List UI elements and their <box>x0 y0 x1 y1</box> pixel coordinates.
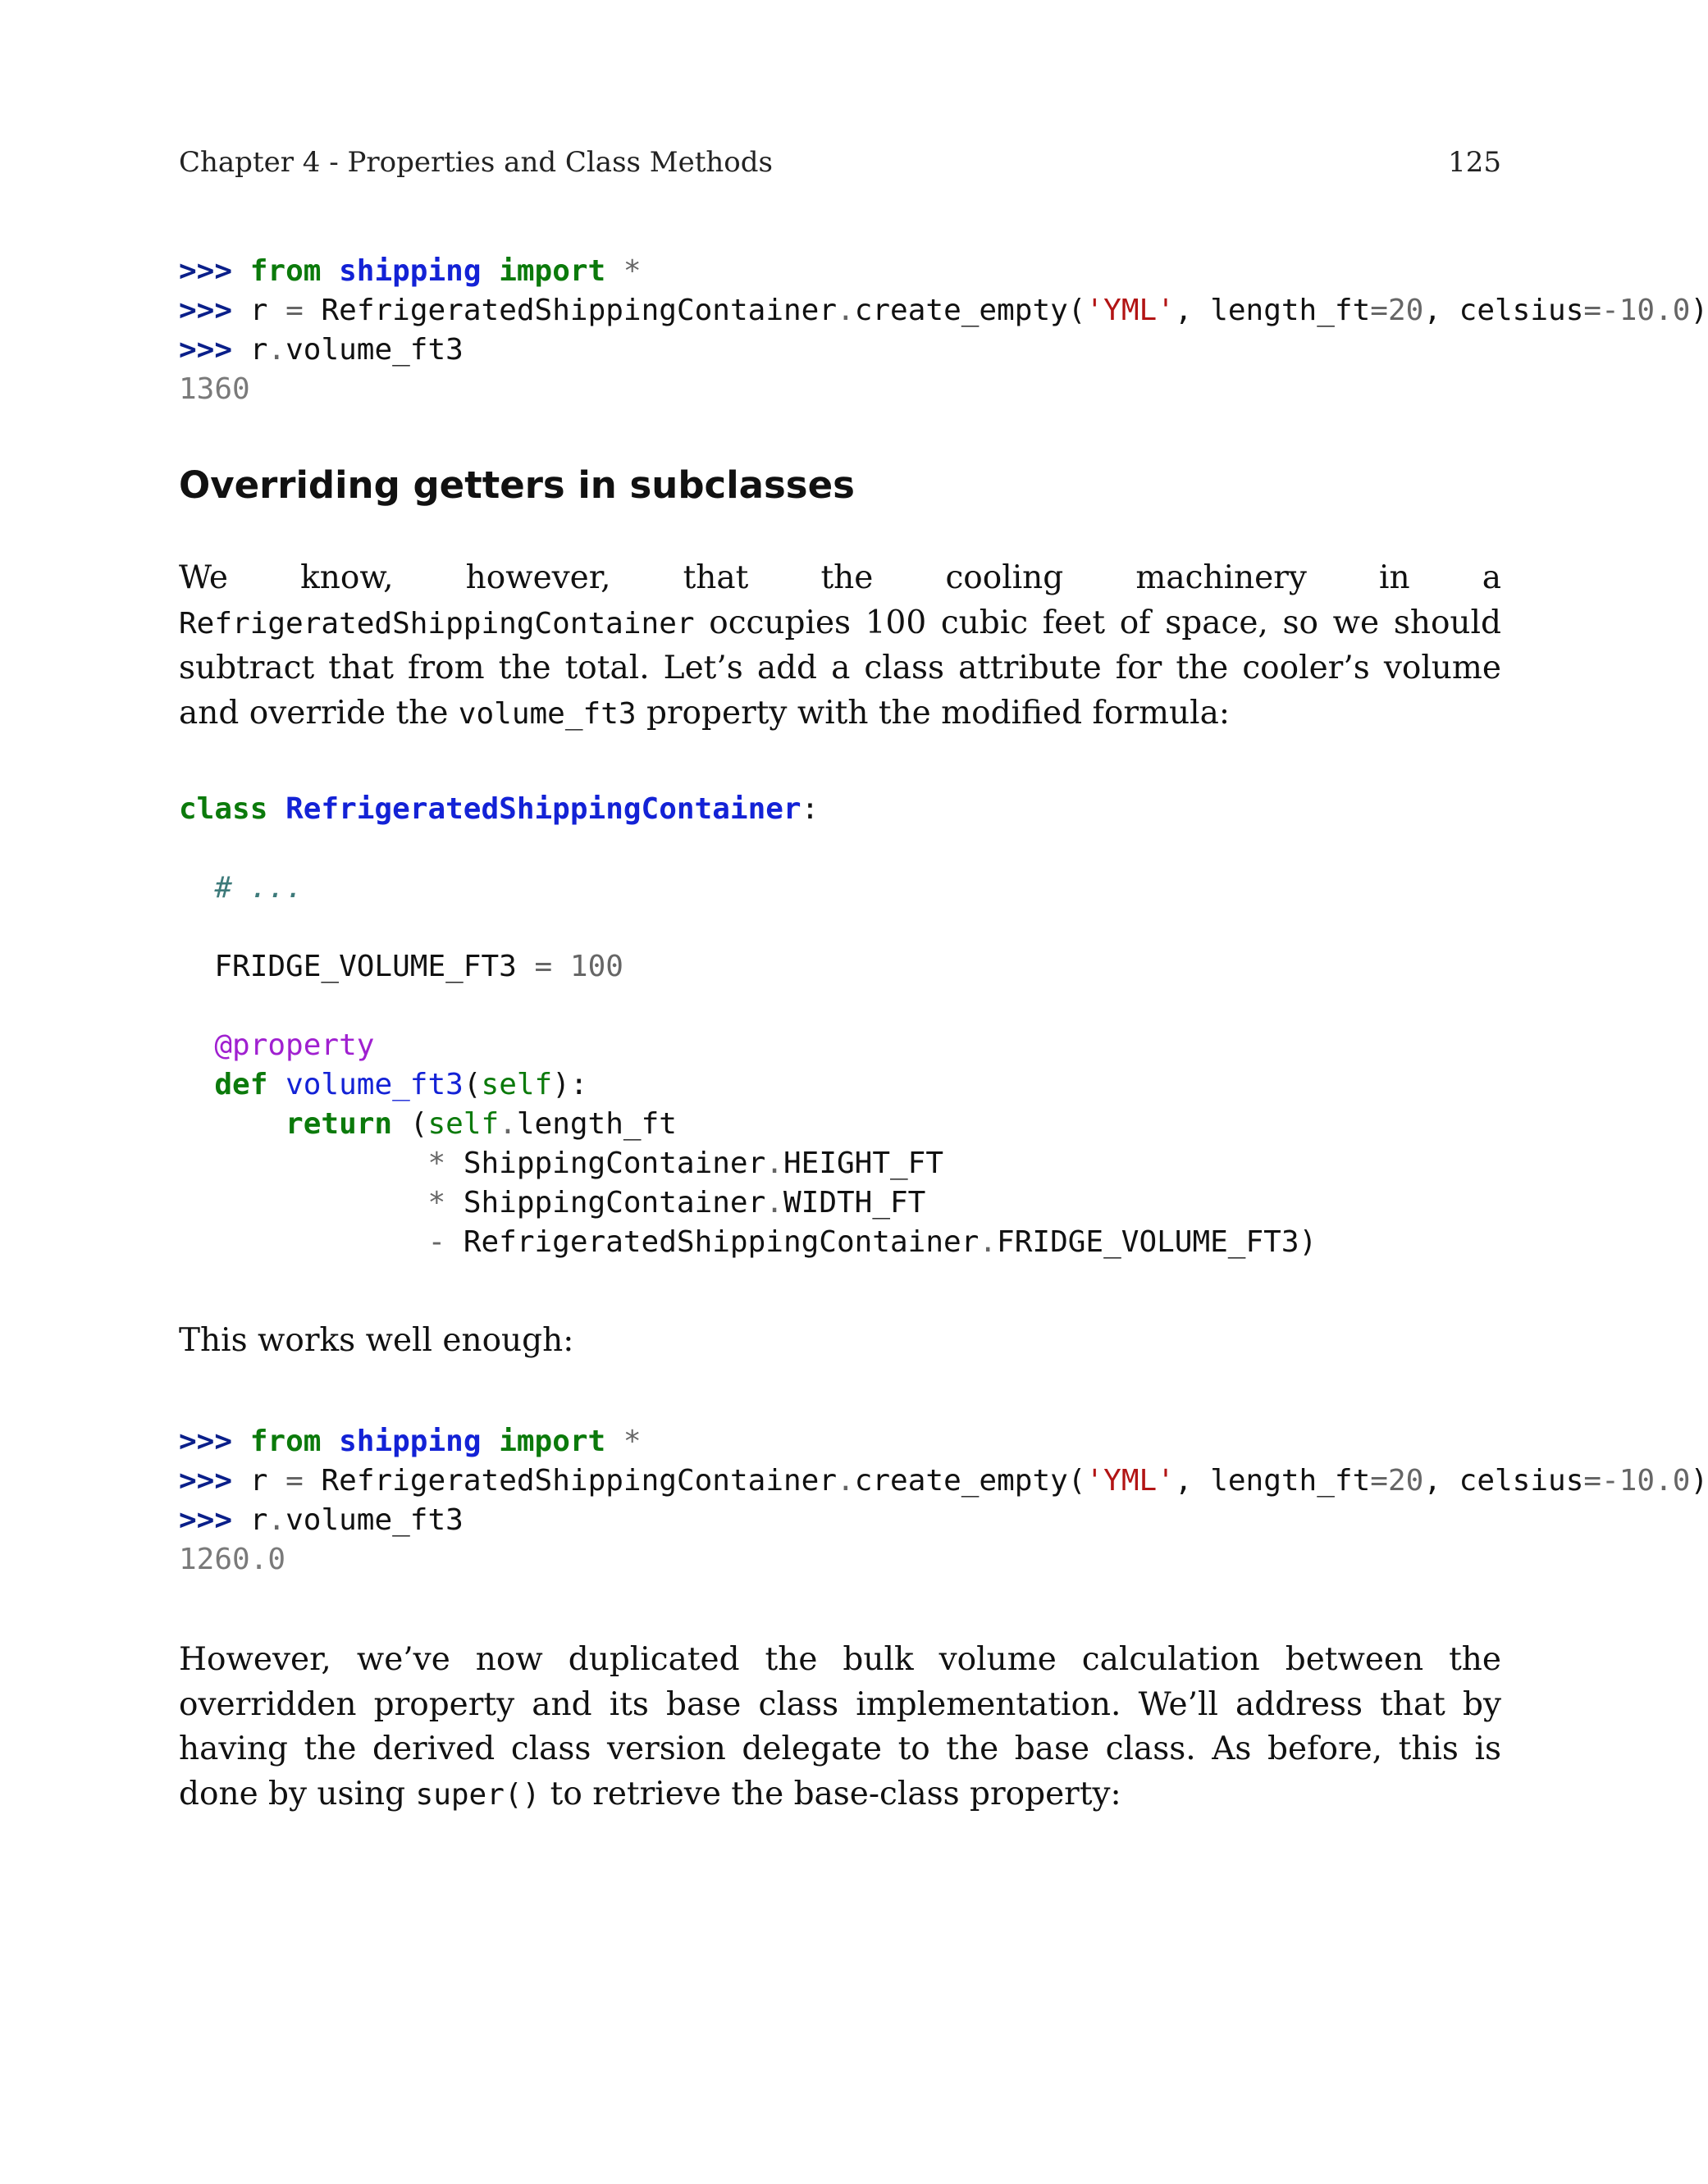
code-line: return (self.length_ft <box>285 1107 677 1141</box>
paragraph-3: However, we’ve now duplicated the bulk volume calculation between the overridden property and its base class implementation. We’ll address that by having the derived class version delegate to the base class. As before, this is done by using super() to retrieve the base-class property: <box>179 1641 1501 1812</box>
code-block-repl-1 <box>179 252 1708 409</box>
code-output: 1360 <box>179 372 250 406</box>
page <box>179 0 1708 2184</box>
chapter-title: Chapter 4 - Properties and Class Methods <box>179 146 773 179</box>
code-line: >>> r.volume_ft3 <box>179 1503 464 1537</box>
inline-code: volume_ft3 <box>458 696 637 731</box>
code-line: class RefrigeratedShippingContainer: <box>179 792 820 826</box>
code-block-repl-2 <box>179 1422 1708 1580</box>
code-line: >>> from shipping import * <box>179 254 642 288</box>
section-heading: Overriding getters in subclasses <box>179 463 855 507</box>
page-number: 125 <box>1448 146 1501 179</box>
code-block-class <box>179 790 1317 1262</box>
code-line: @property <box>214 1028 375 1062</box>
code-output: 1260.0 <box>179 1543 286 1576</box>
code-line: # ... <box>214 871 304 905</box>
code-line: - RefrigeratedShippingContainer.FRIDGE_VOLUME_FT3) <box>427 1225 1318 1259</box>
code-line: >>> r.volume_ft3 <box>179 333 464 367</box>
paragraph-1: We know, however, that the cooling machinery in a RefrigeratedShippingContainer occupies 100 cubic feet of space, so we should subtract that from the total. Let’s add a class attribute for the cooler’s volume and override the volume_ft3 property with the modified formula: <box>179 559 1501 732</box>
paragraph-2: This works well enough: <box>179 1322 574 1359</box>
code-line: >>> from shipping import * <box>179 1425 642 1458</box>
code-line: >>> r = RefrigeratedShippingContainer.create_empty('YML', length_ft=20, celsius=-10.0) <box>179 294 1708 327</box>
code-line: FRIDGE_VOLUME_FT3 = 100 <box>214 950 623 983</box>
code-line: * ShippingContainer.HEIGHT_FT <box>427 1147 944 1180</box>
code-line: >>> r = RefrigeratedShippingContainer.create_empty('YML', length_ft=20, celsius=-10.0) <box>179 1464 1708 1498</box>
inline-code: super() <box>415 1777 541 1812</box>
inline-code: RefrigeratedShippingContainer <box>179 606 695 641</box>
code-line: * ShippingContainer.WIDTH_FT <box>427 1186 926 1220</box>
code-line: def volume_ft3(self): <box>214 1068 588 1101</box>
